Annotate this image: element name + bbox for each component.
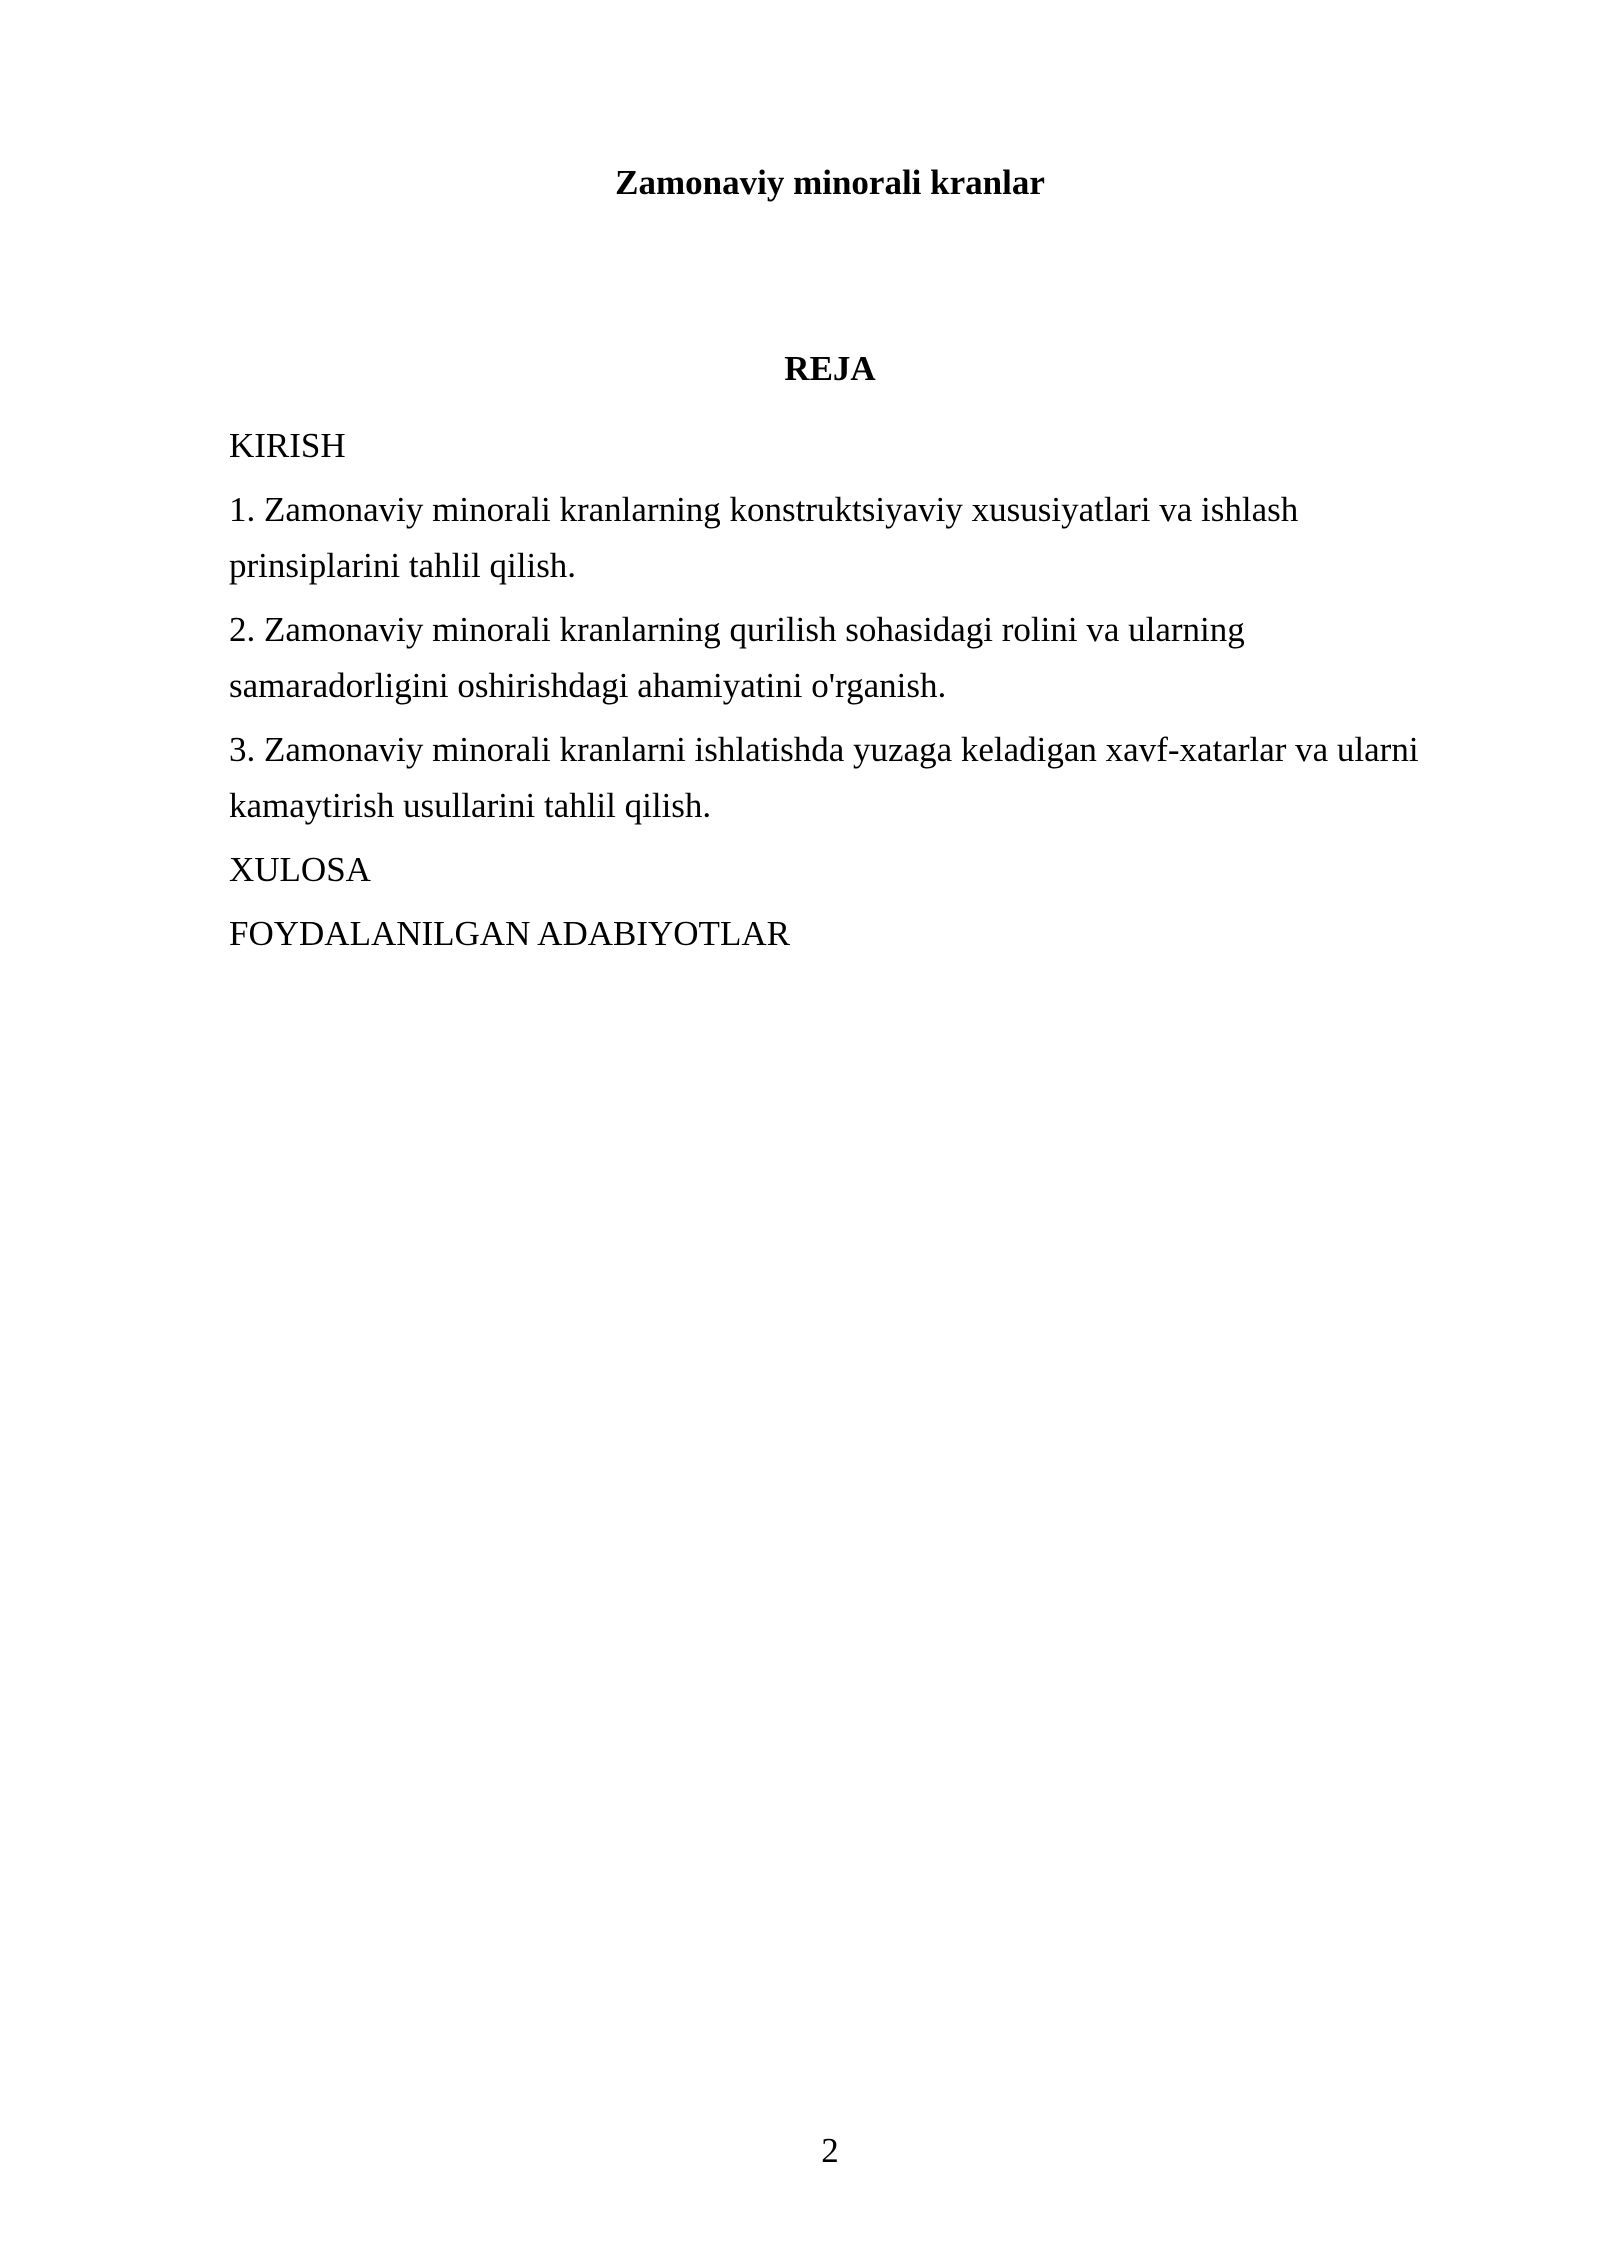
page-number: 2 — [821, 2131, 839, 2170]
plan-heading: REJA — [784, 349, 876, 388]
plan-item-introduction: KIRISH — [229, 426, 346, 465]
plan-list — [229, 418, 1439, 970]
plan-item-conclusion: XULOSA — [229, 850, 371, 889]
plan-item-2: 2. Zamonaviy minorali kranlarning qurilish sohasidagi rolini va ularning samaradorligini oshirishdagi ahamiyatini o'rganish. — [229, 610, 1245, 705]
plan-item-1: 1. Zamonaviy minorali kranlarning konstruktsiyaviy xususiyatlari va ishlash prinsiplarini tahlil qilish. — [229, 490, 1299, 585]
document-title: Zamonaviy minorali kranlar — [615, 163, 1045, 202]
plan-item-references: FOYDALANILGAN ADABIYOTLAR — [229, 914, 790, 953]
plan-item-3: 3. Zamonaviy minorali kranlarni ishlatishda yuzaga keladigan xavf-xatarlar va ularni kamaytirish usullarini tahlil qilish. — [229, 730, 1419, 825]
